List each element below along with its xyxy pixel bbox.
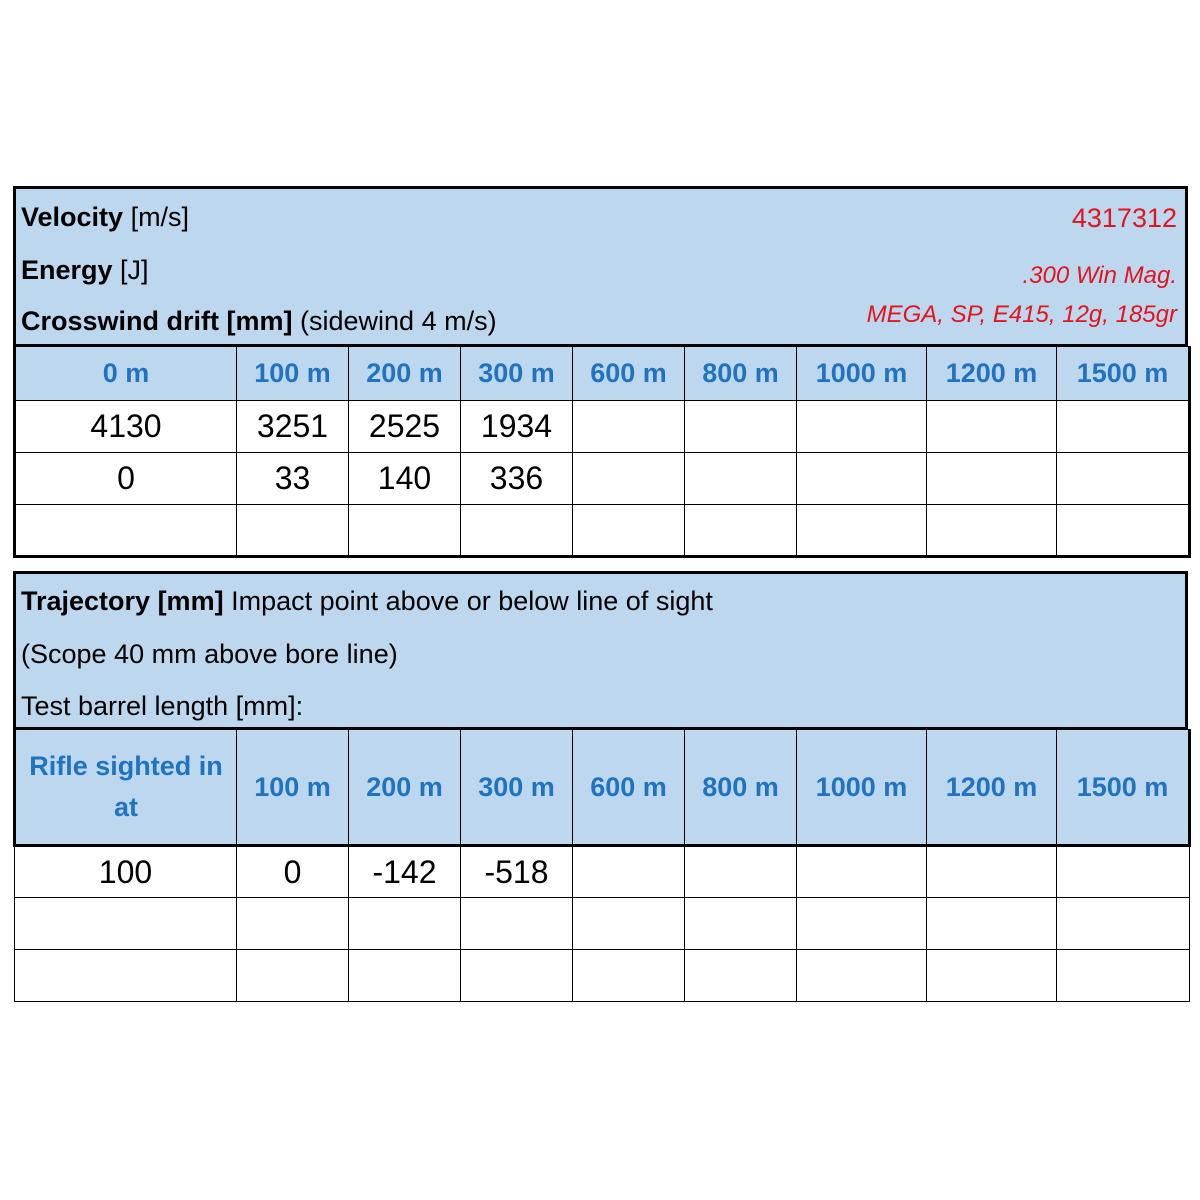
table-cell	[797, 505, 927, 557]
velocity-label	[21, 202, 189, 232]
table-cell	[927, 505, 1057, 557]
table-cell: 336	[461, 453, 573, 505]
table-cell	[349, 898, 461, 950]
product-code: 4317312	[1071, 203, 1177, 233]
ballistics-info-header	[13, 186, 1188, 346]
header-cell: 200 m	[349, 347, 461, 401]
table-cell	[927, 401, 1057, 453]
header-cell: Rifle sighted in at	[15, 730, 237, 846]
table-cell	[573, 401, 685, 453]
ballistics-table	[13, 346, 1191, 558]
header-cell: 300 m	[461, 347, 573, 401]
table-cell: -518	[461, 846, 573, 898]
header-cell: 800 m	[685, 730, 797, 846]
crosswind-drift-label-bold: Crosswind drift [mm]	[21, 306, 293, 336]
trajectory-section	[13, 571, 1188, 1002]
table-cell	[797, 950, 927, 1002]
table-cell	[461, 950, 573, 1002]
table-cell	[685, 453, 797, 505]
table-cell	[1057, 505, 1190, 557]
table-cell	[927, 453, 1057, 505]
table-cell	[573, 453, 685, 505]
table-cell	[685, 846, 797, 898]
table-cell	[15, 505, 237, 557]
trajectory-label	[21, 586, 713, 616]
table-cell	[797, 401, 927, 453]
header-cell: 200 m	[349, 730, 461, 846]
trajectory-info-header	[13, 571, 1188, 729]
scope-note: (Scope 40 mm above bore line)	[21, 639, 398, 669]
trajectory-table	[13, 729, 1191, 1002]
header-cell: 100 m	[237, 730, 349, 846]
table-cell	[685, 505, 797, 557]
velocity-unit: [m/s]	[123, 202, 190, 232]
table-cell	[797, 453, 927, 505]
table-cell	[15, 950, 237, 1002]
caliber-label: .300 Win Mag.	[1022, 262, 1177, 289]
header-cell: 1000 m	[797, 730, 927, 846]
table-cell	[1057, 898, 1190, 950]
header-cell: 600 m	[573, 347, 685, 401]
trajectory-label-bold: Trajectory [mm]	[21, 586, 224, 616]
energy-label	[21, 255, 149, 285]
energy-row	[15, 453, 1190, 505]
trajectory-row	[15, 950, 1190, 1002]
table-cell	[685, 950, 797, 1002]
table-cell	[1057, 453, 1190, 505]
table-cell	[461, 505, 573, 557]
table-cell: 2525	[349, 401, 461, 453]
table-cell: 0	[15, 453, 237, 505]
table-cell: 0	[237, 846, 349, 898]
table-cell	[15, 898, 237, 950]
table-cell	[573, 950, 685, 1002]
table-cell	[573, 505, 685, 557]
table-cell	[349, 950, 461, 1002]
header-cell: 800 m	[685, 347, 797, 401]
table-cell: 140	[349, 453, 461, 505]
table-cell	[573, 846, 685, 898]
header-cell: 1500 m	[1057, 347, 1190, 401]
energy-label-bold: Energy	[21, 255, 113, 285]
header-cell: 100 m	[237, 347, 349, 401]
crosswind-drift-label	[21, 306, 497, 336]
trajectory-header-row	[15, 730, 1190, 846]
barrel-length-label: Test barrel length [mm]:	[21, 691, 304, 721]
table-cell: 1934	[461, 401, 573, 453]
header-cell: 1200 m	[927, 347, 1057, 401]
table-cell	[237, 898, 349, 950]
header-cell: 300 m	[461, 730, 573, 846]
table-cell	[797, 898, 927, 950]
trajectory-description: Impact point above or below line of sight	[223, 586, 713, 616]
header-cell: 600 m	[573, 730, 685, 846]
table-cell: 33	[237, 453, 349, 505]
table-cell	[685, 898, 797, 950]
table-cell	[797, 846, 927, 898]
ballistics-section	[13, 186, 1188, 558]
table-cell: 4130	[15, 401, 237, 453]
table-cell	[927, 950, 1057, 1002]
distance-header-row	[15, 347, 1190, 401]
table-cell	[927, 898, 1057, 950]
table-cell	[237, 950, 349, 1002]
table-cell: 100	[15, 846, 237, 898]
table-cell: 3251	[237, 401, 349, 453]
velocity-row	[15, 401, 1190, 453]
header-cell: 1200 m	[927, 730, 1057, 846]
table-cell	[349, 505, 461, 557]
bullet-spec-label: MEGA, SP, E415, 12g, 185gr	[866, 301, 1177, 328]
table-cell	[1057, 401, 1190, 453]
table-cell	[461, 898, 573, 950]
header-cell: 1000 m	[797, 347, 927, 401]
table-cell	[927, 846, 1057, 898]
table-cell: -142	[349, 846, 461, 898]
velocity-label-bold: Velocity	[21, 202, 124, 232]
table-cell	[237, 505, 349, 557]
table-cell	[685, 401, 797, 453]
table-cell	[573, 898, 685, 950]
header-cell: 0 m	[15, 347, 237, 401]
header-cell: 1500 m	[1057, 730, 1190, 846]
crosswind-drift-row	[15, 505, 1190, 557]
table-cell	[1057, 846, 1190, 898]
trajectory-row	[15, 846, 1190, 898]
energy-unit: [J]	[112, 255, 149, 285]
trajectory-row	[15, 898, 1190, 950]
table-cell	[1057, 950, 1190, 1002]
crosswind-drift-note: (sidewind 4 m/s)	[292, 306, 497, 336]
